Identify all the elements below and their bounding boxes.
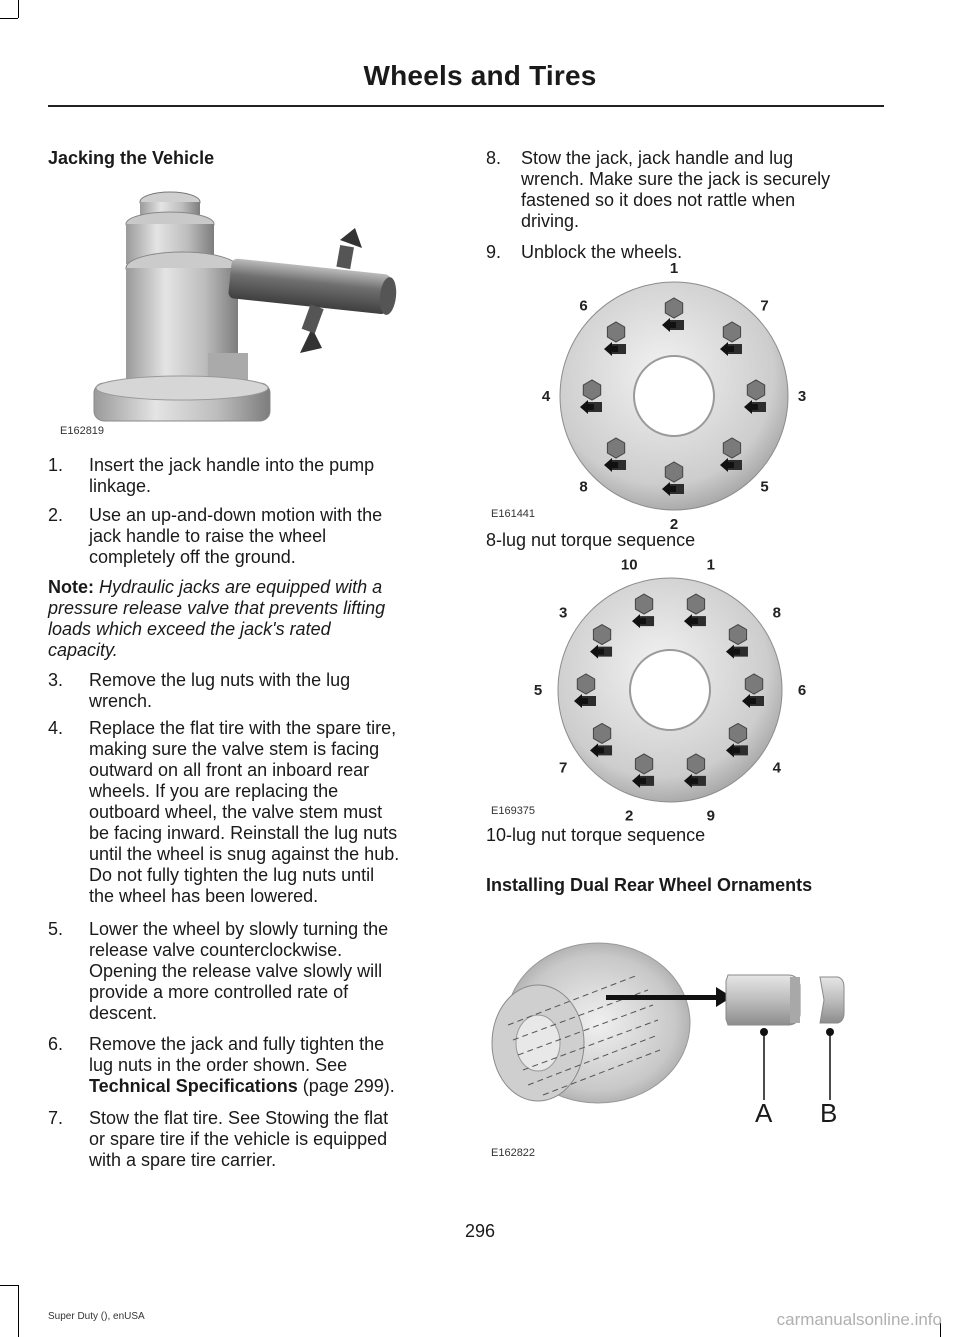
crop-mark: [0, 1285, 19, 1337]
torque-sequence-number: 10: [620, 556, 638, 574]
torque-sequence-number: 3: [559, 604, 568, 622]
jack-illustration: [90, 188, 430, 438]
list-item: 3. Remove the lug nuts with the lug wrench.: [48, 670, 351, 711]
torque-sequence-number: 5: [533, 682, 543, 699]
10-lug-torque-diagram: [530, 556, 820, 825]
torque-sequence-number: 2: [625, 807, 634, 825]
figure-id-ornament: E162822: [491, 1147, 536, 1159]
torque-sequence-number: 1: [706, 556, 715, 574]
list-item: 7. Stow the flat tire. See Stowing the flat or spare tire if the vehicle is equipped with a spare tire carrier.: [48, 1108, 389, 1170]
page-title: Wheels and Tires: [363, 60, 597, 91]
crop-mark: [0, 0, 19, 18]
torque-sequence-number: 1: [669, 260, 679, 277]
dual-rear-wheel-ornament-illustration: [488, 935, 868, 1125]
figure-id-jack: E162819: [60, 425, 105, 437]
torque-sequence-number: 7: [760, 297, 769, 315]
list-item: 9. Unblock the wheels.: [486, 242, 683, 262]
page-number: 296: [464, 1221, 496, 1241]
list-item: 5. Lower the wheel by slowly turning the release valve counterclockwise. Opening the release valve slowly will provide a more controlled rate of descent.: [48, 919, 389, 1023]
torque-sequence-number: 4: [772, 759, 781, 777]
list-item: 4. Replace the flat tire with the spare tire, making sure the valve stem is facing outward on all front an inboard rear wheels. If you are replacing the outboard wheel, the valve stem must be facing inward. Reinstall the lug nuts until the wheel is snug against the hub. Do not fully tighten the lug nuts until the wheel has been lowered.: [48, 718, 400, 906]
torque-sequence-number: 7: [559, 759, 568, 777]
note-hydraulic: Note: Hydraulic jacks are equipped with a pressure release valve that prevents lifting loads which exceed the jack's rated capacity.: [48, 577, 386, 660]
torque-sequence-number: 6: [797, 682, 807, 699]
torque-sequence-number: 9: [706, 807, 715, 825]
footer-text: Super Duty (), enUSA: [48, 1311, 145, 1322]
ornament-label-a: A: [755, 1098, 773, 1128]
header-divider: [48, 105, 884, 107]
list-item: 8. Stow the jack, jack handle and lug wrench. Make sure the jack is securely fastened so it does not rattle when driving.: [486, 148, 831, 231]
ornament-label-b: B: [820, 1098, 838, 1128]
caption-8-lug: 8-lug nut torque sequence: [486, 530, 696, 550]
watermark: carmanualsonline.info: [776, 1310, 942, 1329]
list-item: 1. Insert the jack handle into the pump linkage.: [48, 455, 375, 496]
crop-mark: [0, 18, 18, 19]
section-title-ornaments: Installing Dual Rear Wheel Ornaments: [486, 875, 813, 895]
torque-sequence-number: 2: [669, 516, 679, 533]
torque-sequence-number: 3: [797, 388, 807, 405]
list-item: 2. Use an up-and-down motion with the jack handle to raise the wheel completely off the ground.: [48, 505, 383, 567]
torque-sequence-number: 5: [760, 478, 769, 496]
list-item: 6. Remove the jack and fully tighten the lug nuts in the order shown. See Technical Specifications (page 299).: [48, 1034, 395, 1096]
torque-sequence-number: 8: [579, 478, 588, 496]
wheel-hub: [630, 650, 710, 730]
technical-specifications-link[interactable]: Technical Specifications: [89, 1076, 298, 1096]
figure-id-8-lug: E161441: [491, 508, 536, 520]
8-lug-torque-diagram: [530, 260, 820, 533]
crop-mark: [0, 1285, 18, 1286]
caption-10-lug: 10-lug nut torque sequence: [486, 825, 706, 845]
torque-sequence-number: 4: [541, 388, 551, 405]
figure-id-10-lug: E169375: [491, 805, 536, 817]
torque-sequence-number: 6: [579, 297, 588, 315]
wheel-hub: [634, 356, 714, 436]
section-title-jacking: Jacking the Vehicle: [48, 148, 215, 168]
torque-sequence-number: 8: [772, 604, 781, 622]
